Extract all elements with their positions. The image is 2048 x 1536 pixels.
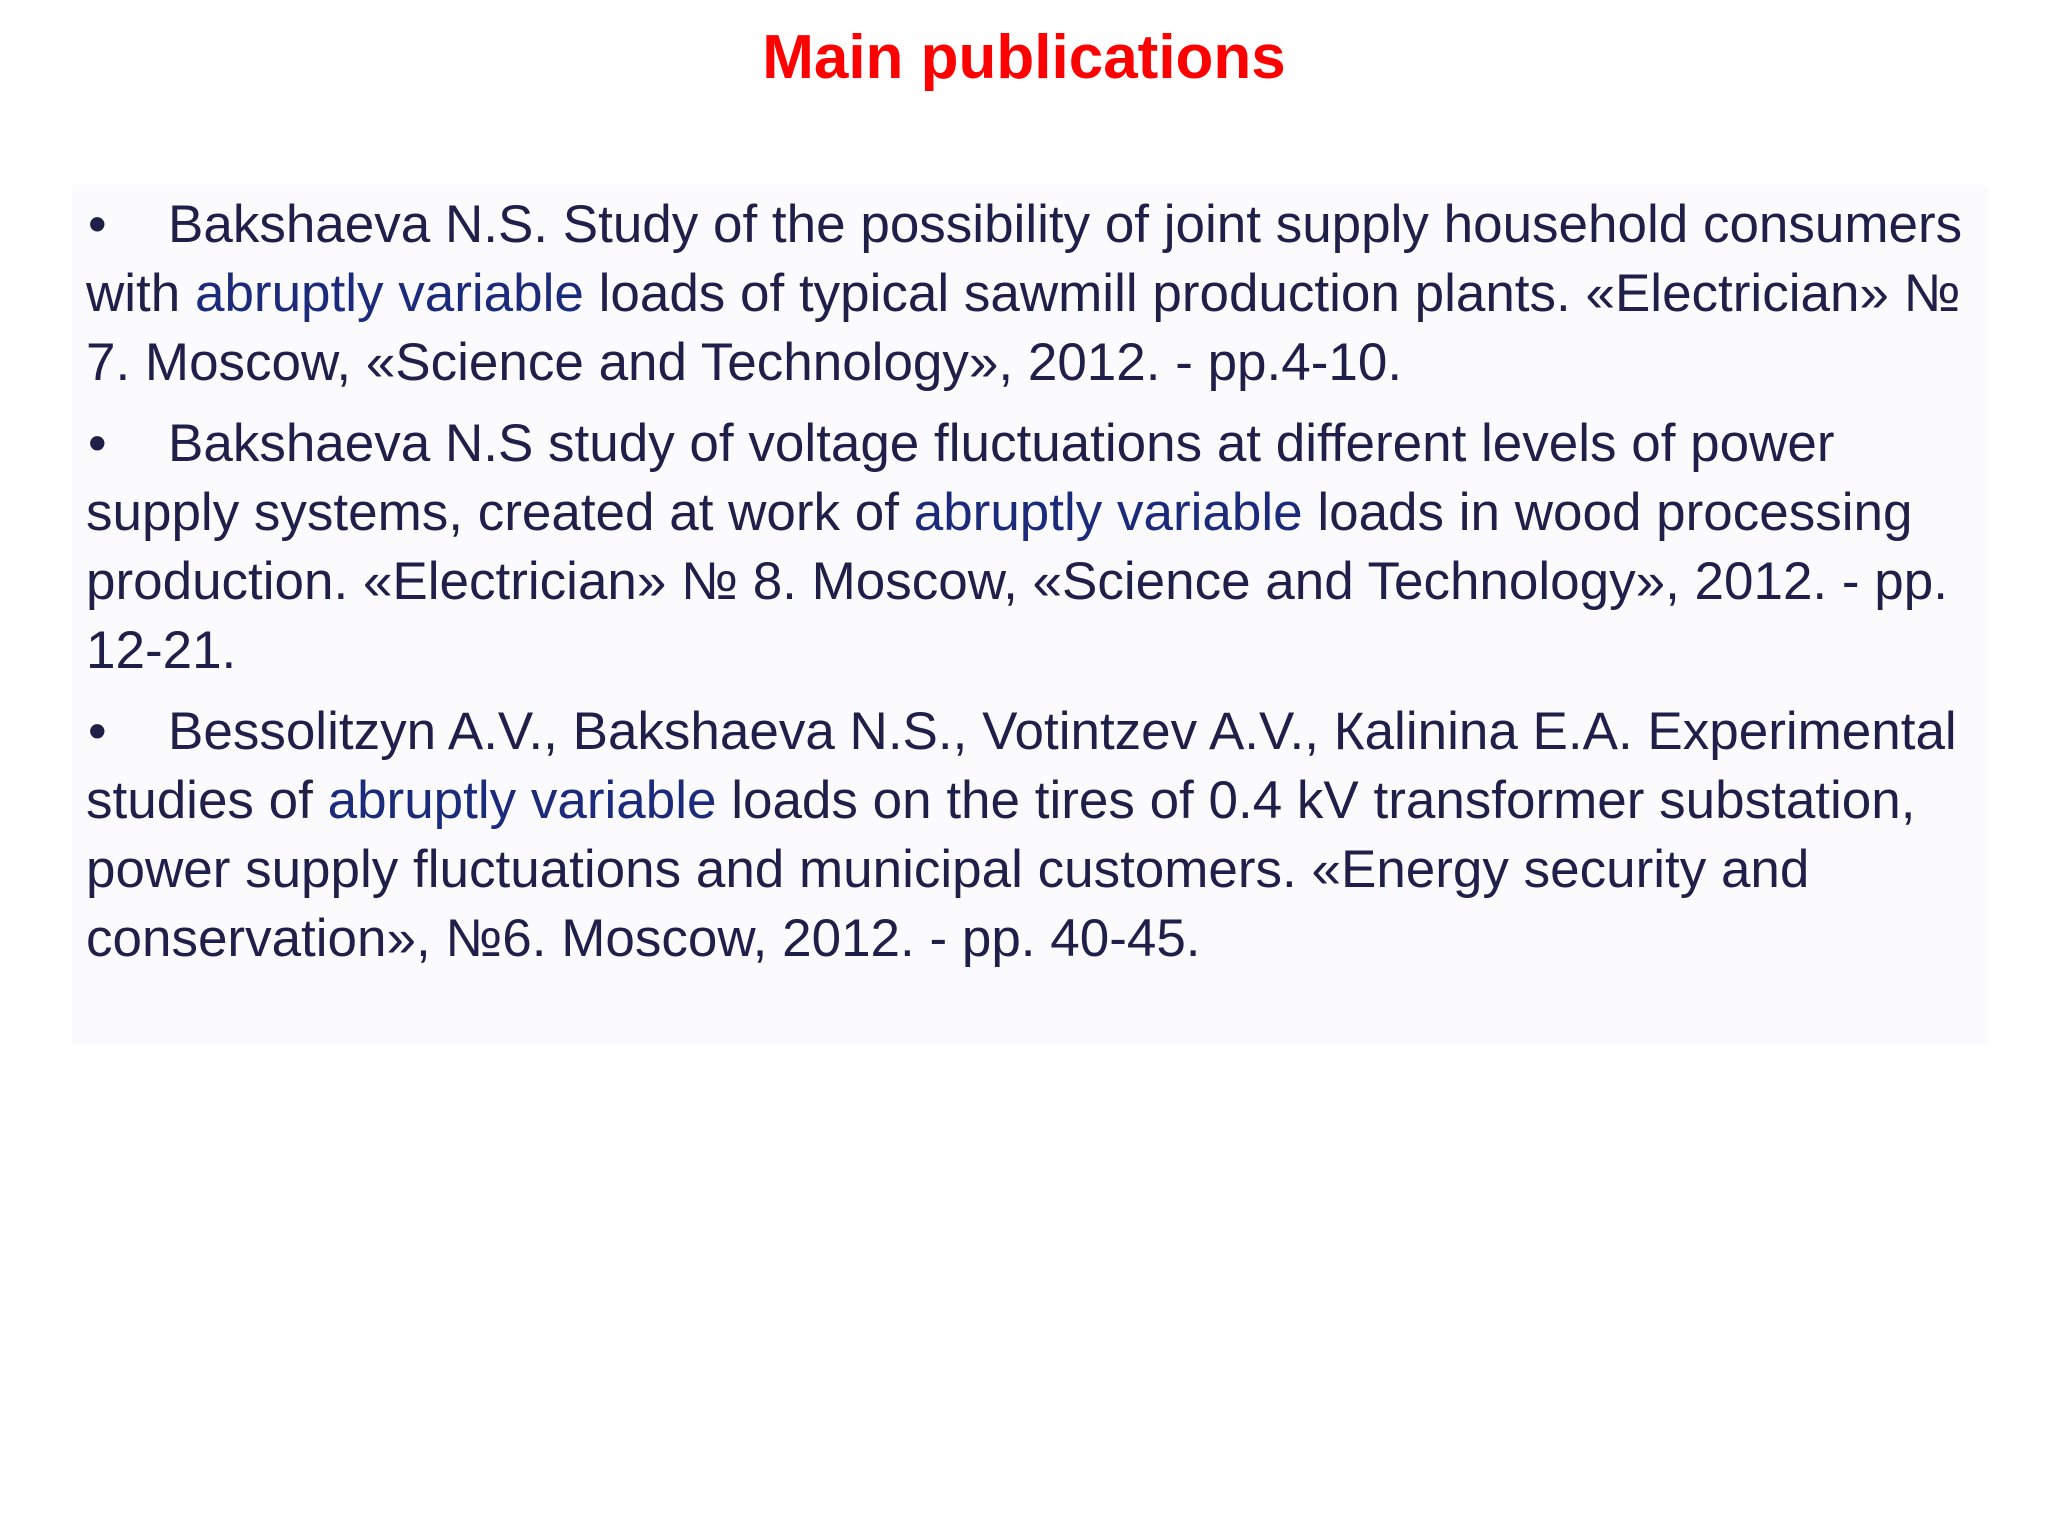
publication-text-end: loads of typical sawmill production plants. «Electrician» № 7. Moscow, «Science and Technology», 2012. - pp.4-10.: [86, 264, 1961, 392]
publication-text-start: Bakshaeva N.S. Study of the possibility of joint supply household consumers with: [86, 195, 1963, 323]
publication-highlight: abruptly variable: [327, 771, 717, 830]
bullet-icon: •: [88, 195, 107, 254]
publication-highlight: abruptly variable: [194, 264, 584, 323]
publication-item-1: [86, 190, 1996, 397]
slide-title: Main publications: [762, 23, 1286, 92]
bullet-icon: •: [88, 702, 107, 761]
publication-list: [86, 190, 1996, 985]
publication-text-end: loads on the tires of 0.4 kV transformer substation, power supply fluctuations and municipal customers. «Energy security and conservation», №6. Moscow, 2012. - pp. 40-45.: [86, 771, 1916, 968]
publication-text-start: Bessolitzyn A.V., Bakshaeva N.S., Votintzev A.V., Кalinina E.A. Experimental studies of: [86, 702, 1957, 830]
bullet-icon: •: [88, 414, 107, 473]
publication-item-2: [86, 409, 1996, 685]
publication-text-start: Bakshaeva N.S study of voltage fluctuations at different levels of power supply systems, created at work of: [86, 414, 1835, 542]
publication-item-3: [86, 697, 1996, 973]
publication-highlight: abruptly variable: [913, 483, 1303, 542]
publication-text-end: loads in wood processing production. «Electrician» № 8. Moscow, «Science and Technology», 2012. - pp. 12-21.: [86, 483, 1948, 680]
